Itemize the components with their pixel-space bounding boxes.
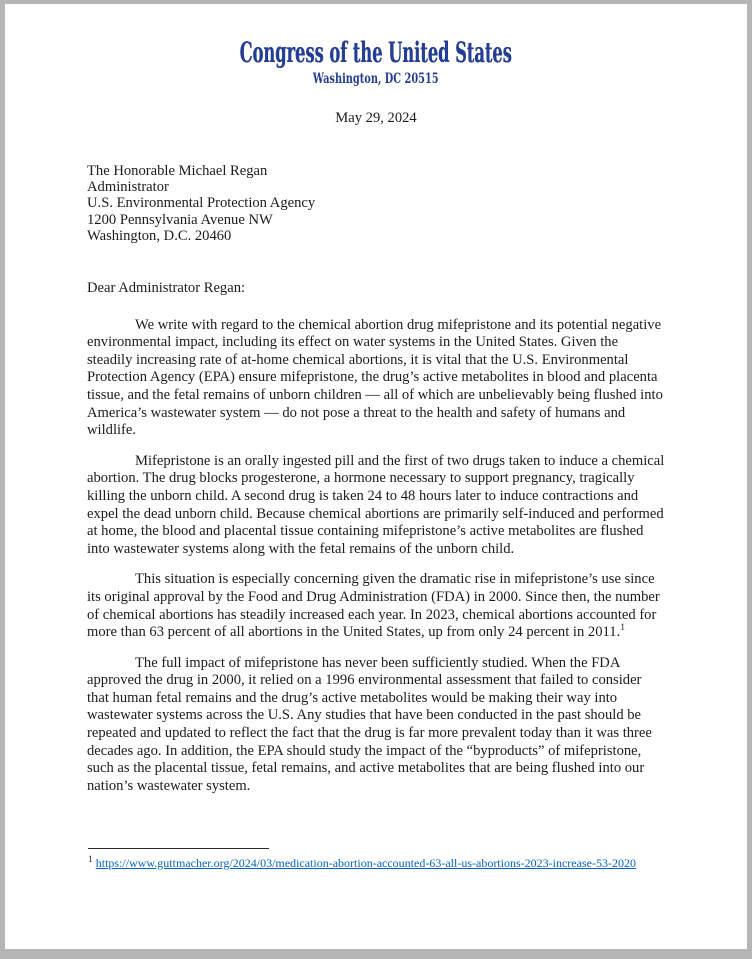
paragraph-text: This situation is especially concerning given the dramatic rise in mifepristone’s use since its original approval by the Food and Drug Administration (FDA) in 2000. Since then, the number of chemical abortions has steadily increased each year. In 2023, chemical abortions accounted for more than 63 percent of all abortions in the United States, up from only 24 percent in 2011. xyxy=(87,571,660,641)
recipient-street: 1200 Pennsylvania Avenue NW xyxy=(87,211,273,228)
paragraph-text: We write with regard to the chemical abortion drug mifepristone and its potential negative environmental impact, including its effect on water systems in the United States. Given the steadily increasing rate of at-home chemical abortions, it is vital that the U.S. Environmental Protection Agency (EPA) ensure mifepristone, the drug’s active metabolites in blood and placenta tissue, and the fetal remains of unborn children — all of which are unbelievably being flushed into America’s wastewater system — do not pose a threat to the health and safety of humans and wildlife. xyxy=(87,316,663,439)
body-paragraph xyxy=(87,453,665,559)
recipient-block xyxy=(87,163,665,244)
body-paragraph xyxy=(87,655,665,796)
paragraph-text: The full impact of mifepristone has never been sufficiently studied. When the FDA approved the drug in 2000, it relied on a 1996 environmental assessment that failed to consider that human fetal remains and the drug’s active metabolites would be making their way into wastewater systems across the U.S. Any studies that have been conducted in the past should be repeated and updated to reflect the fact that the drug is far more prevalent today than it was three decades ago. In addition, the EPA should study the impact of the “byproducts” of mifepristone, such as the placental tissue, fetal remains, and active metabolites that are being flushed into our nation’s wastewater system. xyxy=(87,654,652,794)
letterhead xyxy=(87,38,665,88)
letter-body xyxy=(87,317,665,796)
recipient-name: The Honorable Michael Regan xyxy=(87,163,268,179)
salutation: Dear Administrator Regan: xyxy=(87,280,246,297)
footnote-text xyxy=(88,856,666,871)
paragraph-text: Mifepristone is an orally ingested pill and the first of two drugs taken to induce a chemical abortion. The drug blocks progesterone, a hormone necessary to support pregnancy, tragically killing the unborn child. A second drug is taken 24 to 48 hours later to induce contractions and expel the dead unborn child. Because chemical abortions are primarily self-induced and performed at home, the blood and placental tissue containing mifepristone’s active metabolites are flushed into wastewater systems along with the fetal remains of the unborn child. xyxy=(87,452,665,557)
footnote-marker: 1 xyxy=(88,855,93,865)
recipient-title: Administrator xyxy=(87,179,169,196)
footnote-link[interactable]: https://www.guttmacher.org/2024/03/medication-abortion-accounted-63-all-us-abortions-2023-increase-53-2020 xyxy=(95,856,636,870)
recipient-city: Washington, D.C. 20460 xyxy=(87,227,232,244)
footnote-reference: 1 xyxy=(620,623,625,634)
footnote-separator xyxy=(88,848,269,849)
letter-date: May 29, 2024 xyxy=(335,110,417,126)
letter-page xyxy=(5,4,747,949)
letterhead-address: Washington, DC 20515 xyxy=(313,71,439,87)
recipient-agency: U.S. Environmental Protection Agency xyxy=(87,195,316,212)
footnote-area xyxy=(88,848,666,871)
body-paragraph xyxy=(87,317,665,440)
letterhead-title: Congress of the United States xyxy=(239,36,513,69)
body-paragraph xyxy=(87,571,665,641)
